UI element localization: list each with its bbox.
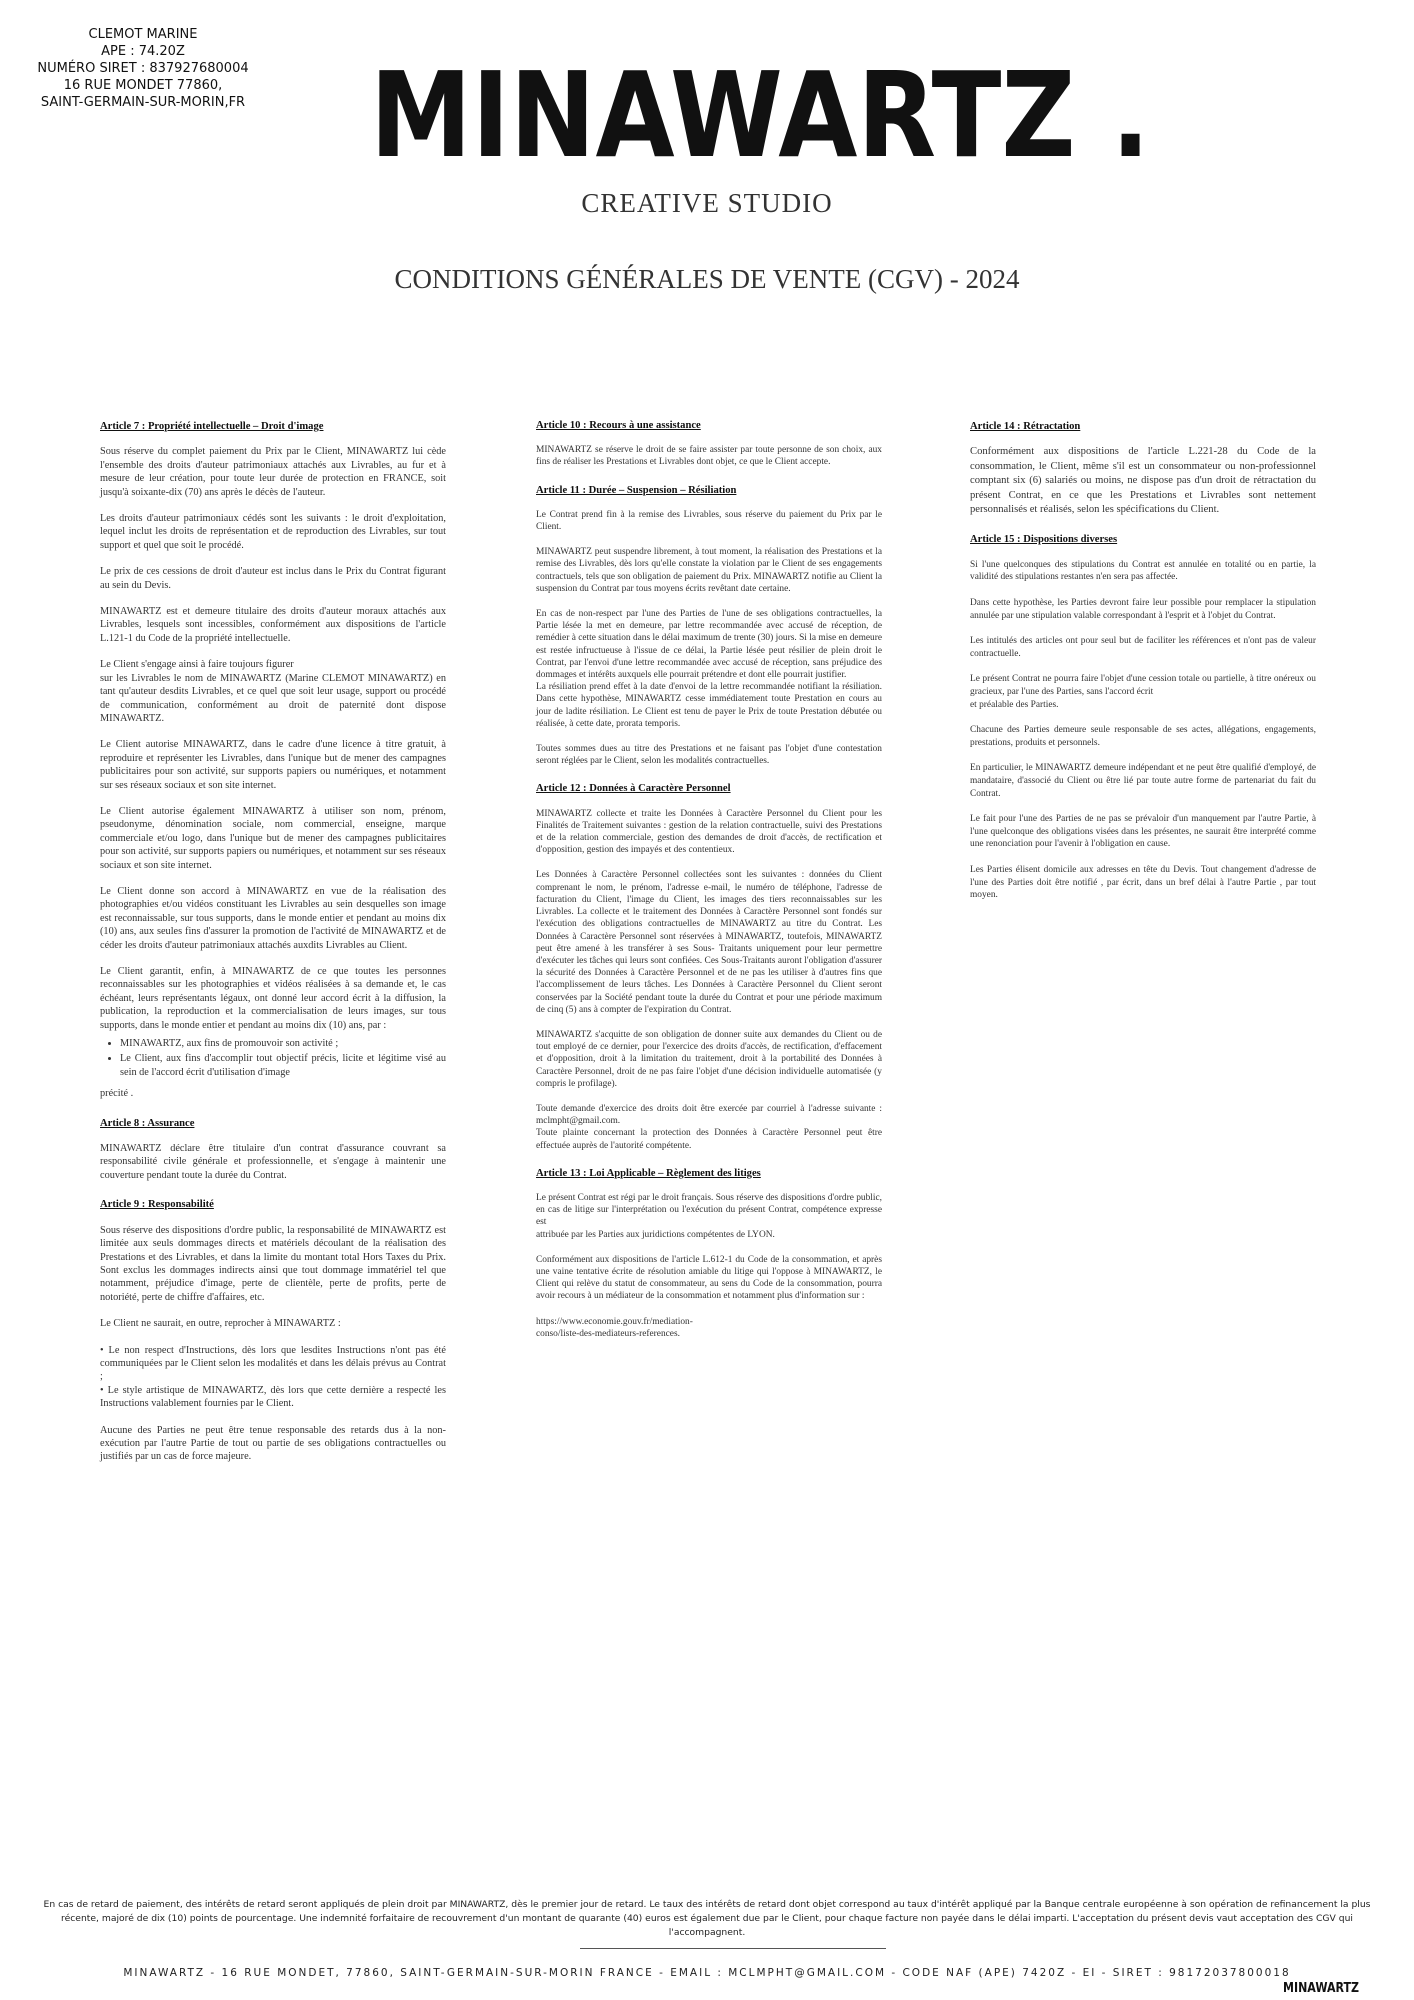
paragraph: MINAWARTZ déclare être titulaire d'un contrat d'assurance couvrant sa responsabilité civile générale et professionnelle, et s'engage à maintenir une couverture pendant toute la durée du Contrat. [100, 1143, 446, 1181]
paragraph: Les Parties élisent domicile aux adresses en tête du Devis. Tout changement d'adresse de l'une des Parties doit être notifié , par écrit, dans un bref délai à l'autre Partie , par tout moyen. [970, 864, 1316, 901]
footer-logo [1282, 1980, 1360, 1994]
paragraph: MINAWARTZ est et demeure titulaire des droits d'auteur moraux attachés aux Livrables, lesquels sont incessibles, conformément aux dispositions de l'article L.121-1 du Code de la propriété intellectuelle. [100, 606, 446, 644]
article-title: Article 8 : Assurance [100, 1117, 195, 1129]
brand-logo [360, 46, 1160, 184]
list-item: • MINAWARTZ, aux fins de promouvoir son activité ; [120, 1037, 446, 1050]
paragraph: Le présent Contrat est régi par le droit français. Sous réserve des dispositions d'ordre public, en cas de litige sur l'interprétation ou l'exécution du présent Contrat, compétence expresse est attribuée par les Parties aux juridictions compétentes de LYON. [536, 1192, 882, 1240]
paragraph: Toutes sommes dues au titre des Prestations et ne faisant pas l'objet d'une contestation seront réglées par le Client, selon les modalités contractuelles. [536, 744, 882, 767]
paragraph: Les intitulés des articles ont pour seul but de faciliter les références et n'ont pas de valeur contractuelle. [970, 636, 1316, 659]
article-12 [536, 783, 882, 1151]
article-14 [970, 420, 1316, 517]
paragraph: Le Client ne saurait, en outre, reprocher à MINAWARTZ : [100, 1318, 341, 1330]
paragraph: En cas de non-respect par l'une des Parties de l'une de ses obligations contractuelles, la Partie lésée la met en demeure, par lettre recommandée avec accusé de réception, de remédier à cette situation dans le délai maximum de trente (30) jours. Si la mise en demeure est restée infructueuse à l'issue de ce délai, la Partie lésée peut résilier de plein droit le Contrat, par l'envoi d'une lettre recommandée avec accusé de réception, sans préjudice des dommages et intérêts auxquels elle pourrait prétendre et dont elle pourrait justifier. La résiliation prend effet à la date d'envoi de la lettre recommandée notifiant la résiliation. Dans cette hypothèse, MINAWARTZ cesse immédiatement toute Prestation en cours au jour de ladite résiliation. Le Client est tenu de payer le Prix de toute Prestation débutée ou réalisée, à cette date, prorata temporis. [536, 609, 882, 729]
paragraph: Sous réserve des dispositions d'ordre public, la responsabilité de MINAWARTZ est limitée aux seuls dommages directs et matériels découlant de la réalisation des Prestations et des Livrables, et dans la limite du montant total Hors Taxes du Prix. Sont exclus les dommages indirects ainsi que tout dommage immatériel tel que notamment, préjudice d'image, perte de clientèle, perte de profits, perte de notoriété, perte de chiffre d'affaires, etc. [100, 1224, 446, 1303]
paragraph: Le Client autorise MINAWARTZ, dans le cadre d'une licence à titre gratuit, à reproduire et représenter les Livrables, dans l'unique but de mener des campagnes publicitaires pour son activité, sur supports papiers ou numériques, et notamment sur ses réseaux sociaux et son site internet. [100, 739, 446, 791]
article-title: Article 12 : Données à Caractère Personnel [536, 783, 731, 795]
company-city: SAINT-GERMAIN-SUR-MORIN,FR [40, 95, 246, 110]
paragraph: Toute demande d'exercice des droits doit être exercée par courriel à l'adresse suivante : mclmpht@gmail.com. Toute plainte concernant la protection des Données à Caractère Personnel peut être effectuée auprès de l'autorité compétente. [536, 1103, 882, 1151]
company-street: 16 RUE MONDET 77860, [63, 78, 223, 93]
paragraph: Le fait pour l'une des Parties de ne pas se prévaloir d'un manquement par l'autre Partie, à l'une quelconque des obligations visées dans les présentes, ne saurait être interprété comme une renonciation pour l'avenir à l'obligation en cause. [970, 814, 1316, 850]
company-name: CLEMOT MARINE [88, 27, 198, 42]
paragraph: Le Client s'engage ainsi à faire toujours figurer sur les Livrables le nom de MINAWARTZ (Marine CLEMOT MINAWARTZ) en tant qu'auteur desdits Livrables, et ce quel que soit leur usage, support ou procédé de communication, conformément au droit de paternité dont dispose MINAWARTZ. [100, 659, 446, 724]
article-title: Article 7 : Propriété intellectuelle – Droit d'image [100, 421, 324, 432]
footer-logo-text: MINAWARTZ [1283, 1981, 1359, 1996]
paragraph: Chacune des Parties demeure seule responsable de ses actes, allégations, engagements, prestations, produits et personnels. [970, 725, 1316, 748]
article-10 [536, 420, 882, 469]
article-title: Article 10 : Recours à une assistance [536, 420, 701, 431]
article-11 [536, 485, 882, 768]
paragraph: MINAWARTZ s'acquitte de son obligation de donner suite aux demandes du Client ou de tout employé de ce dernier, pour l'exercice des droits d'accès, de rectification, d'effacement et d'opposition, droit à la limitation du traitement, droit à la portabilité des Données à Caractère Personnel, droit de ne pas faire l'objet d'une décision individuelle automatisée (y compris le profilage). [536, 1029, 882, 1089]
brand-logo-text: MINAWARTZ . [370, 46, 1150, 184]
paragraph: Aucune des Parties ne peut être tenue responsable des retards dus à la non-exécution par l'autre Partie de tout ou partie de ses obligations contractuelles ou justifiés par un cas de force majeure. [100, 1424, 446, 1463]
footer-address: MINAWARTZ - 16 RUE MONDET, 77860, SAINT-GERMAIN-SUR-MORIN FRANCE - EMAIL : MCLMPHT@GMAIL.COM - CODE NAF (APE) 7420Z - EI - SIRET : 98172037800018 [123, 1967, 1291, 1979]
article-title: Article 11 : Durée – Suspension – Résiliation [536, 484, 737, 496]
paragraph: MINAWARTZ peut suspendre librement, à tout moment, la réalisation des Prestations et la remise des Livrables, dès lors qu'elle constate la violation par le Client de ses engagements contractuels, tels que son obligation de paiement du Prix. MINAWARTZ notifie au Client la suspension du Contrat par tous moyens écrits revêtant date certaine. [536, 547, 882, 594]
bullet-list [100, 1037, 446, 1079]
paragraph: MINAWARTZ collecte et traite les Données à Caractère Personnel du Client pour les Finalités de Traitement suivantes : gestion de la relation contractuelle, suivi des Prestations et de la relation commerciale, gestion des demandes de droit d'accès, de rectification et d'opposition, gestion des impayés et des contentieux. [536, 808, 882, 856]
late-payment-note: En cas de retard de paiement, des intérêts de retard seront appliqués de plein droit par MINAWARTZ, dès le premier jour de retard. Le taux des intérêts de retard dont objet correspond au taux d'intérêt appliqué par la Banque centrale européenne à son opération de refinancement la plus récente, majoré de dix (10) points de pourcentage. Une indemnité forfaitaire de recouvrement d'un montant de quarante (40) euros est également due par le Client, pour chaque facture non payée dans le délai imparti. L'acceptation du présent devis vaut acceptation des CGV qui l'accompagnent. [43, 1899, 1371, 1938]
company-info [18, 26, 268, 111]
article-8 [100, 1117, 446, 1183]
paragraph: Sous réserve du complet paiement du Prix par le Client, MINAWARTZ lui cède l'ensemble des droits d'auteur patrimoniaux attachés aux Livrables, au fur et à mesure de leur création, pour toute leur durée de protection en FRANCE, soit jusqu'à soixante-dix (70) ans après le décès de l'auteur. [100, 446, 446, 498]
article-title: Article 15 : Dispositions diverses [970, 534, 1118, 546]
brand-subtitle: CREATIVE STUDIO [581, 188, 833, 218]
paragraph: • Le non respect d'Instructions, dès lors que lesdites Instructions n'ont pas été communiquées par le Client selon les modalités et dans les délais prévus au Contrat ; • Le style artistique de MINAWARTZ, dès lors que cette dernière a respecté les Instructions valablement fournies par le Client. [100, 1344, 446, 1410]
paragraph: Si l'une quelconques des stipulations du Contrat est annulée en totalité ou en partie, la validité des stipulations restantes n'en sera pas affectée. [970, 559, 1316, 583]
paragraph: précité . [100, 1088, 134, 1100]
column-right [970, 420, 1316, 918]
article-title: Article 9 : Responsabilité [100, 1199, 214, 1211]
paragraph: Le Contrat prend fin à la remise des Livrables, sous réserve du paiement du Prix par le Client. [536, 509, 882, 533]
paragraph: Le présent Contrat ne pourra faire l'objet d'une cession totale ou partielle, à titre onéreux ou gracieux, par l'une des Parties, sans l'accord écrit et préalable des Parties. [970, 674, 1316, 710]
paragraph: Les droits d'auteur patrimoniaux cédés sont les suivants : le droit d'exploitation, lequel inclut les droits de représentation et de reproduction des Livrables, sur tout support et quel que soit le procédé. [100, 513, 446, 551]
paragraph: MINAWARTZ se réserve le droit de se faire assister par toute personne de son choix, aux fins de réaliser les Prestations et Livrables dont objet, ce que le Client accepte. [536, 445, 882, 468]
article-title: Article 14 : Rétractation [970, 421, 1081, 432]
list-item: • Le Client, aux fins d'accomplir tout objectif précis, licite et légitime visé au sein de l'accord écrit d'utilisation d'image [120, 1052, 446, 1079]
paragraph: Le Client donne son accord à MINAWARTZ en vue de la réalisation des photographies et/ou vidéos constituant les Livrables au sein desquelles son image est reconnaissable, sur tous supports, dans le monde entier et pendant au moins dix (10) ans, aux seules fins d'assurer la promotion de l'activité de MINAWARTZ et de céder les droits d'auteur patrimoniaux attachés auxdits Livrables au Client. [100, 885, 446, 951]
mediation-link[interactable]: https://www.economie.gouv.fr/mediation- conso/liste-des-mediateurs-references. [536, 1316, 693, 1339]
divider [580, 1948, 886, 1949]
company-ape: APE : 74.20Z [101, 44, 185, 59]
article-9 [100, 1198, 446, 1464]
article-title: Article 13 : Loi Applicable – Règlement des litiges [536, 1167, 761, 1179]
column-left [100, 420, 446, 1480]
paragraph: En particulier, le MINAWARTZ demeure indépendant et ne peut être qualifié d'employé, de mandataire, d'associé du Client ou être lié par toute autre forme de partenariat du fait du Contrat. [970, 763, 1316, 799]
company-siret: NUMÉRO SIRET : 837927680004 [37, 61, 249, 76]
paragraph: Conformément aux dispositions de l'article L.221-28 du Code de la consommation, le Client, même s'il est un consommateur ou non-professionnel comptant six (6) salariés ou moins, ne dispose pas d'un droit de rétractation du présent Contrat, en ce que les Prestations et Livrables sont nettement personnalisés et réalisés, selon les spécifications du Client. [970, 446, 1316, 516]
paragraph: Dans cette hypothèse, les Parties devront faire leur possible pour remplacer la stipulation annulée par une stipulation valable correspondant à l'esprit et à l'objet du Contrat. [970, 598, 1316, 621]
page-title: CONDITIONS GÉNÉRALES DE VENTE (CGV) - 2024 [394, 264, 1020, 294]
paragraph: Les Données à Caractère Personnel collectées sont les suivantes : données du Client comprenant le nom, le prénom, l'adresse e-mail, le numéro de téléphone, l'adresse de facturation du Client, l'image du Client, les images des tiers reconnaissables sur les Livrables. La collecte et le traitement des Données à Caractère Personnel sont fondés sur l'exécution des obligations contractuelles de MINAWARTZ au titre du Contrat. Les Données à Caractère Personnel sont réservées à MINAWARTZ, toutefois, MINAWARTZ peut être amené à les transférer à ses Sous- Traitants uniquement pour leur permettre d'exécuter les tâches qui leurs sont confiées. Ces Sous-Traitants auront l'obligation d'assurer la sécurité des Données à Caractère Personnel et de ne pas les utiliser à d'autres fins que l'accomplissement de leurs tâches. Les Données à Caractère Personnel du Client seront conservées par la Société pendant toute la durée du Contrat et pour une période maximum de cinq (5) ans à compter de l'expiration du Contrat. [536, 870, 882, 1015]
paragraph: Le Client garantit, enfin, à MINAWARTZ de ce que toutes les personnes reconnaissables sur les photographies et vidéos réalisées à sa demande et, le cas échéant, leurs représentants légaux, ont donné leur accord écrit à la diffusion, la publication, la reproduction et la commercialisation de leurs images, sur tous supports, dans le monde entier et pendant au moins dix (10) ans, par : [100, 966, 446, 1031]
paragraph: Conformément aux dispositions de l'article L.612-1 du Code de la consommation, et après une vaine tentative écrite de résolution amiable du litige qui l'oppose à MINAWARTZ, le Client qui relève du statut de consommateur, au sens du Code de la consommation, pourra avoir recours à un médiateur de la consommation et notamment plus d'information sur : [536, 1254, 882, 1302]
paragraph: Le prix de ces cessions de droit d'auteur est inclus dans le Prix du Contrat figurant au sein du Devis. [100, 566, 446, 591]
article-15 [970, 533, 1316, 901]
article-7 [100, 420, 446, 1101]
paragraph: Le Client autorise également MINAWARTZ à utiliser son nom, prénom, pseudonyme, dénomination sociale, nom commercial, enseigne, marque commerciale et/ou logo, dans l'unique but de mener des campagnes publicitaires pour son activité, sur supports papiers ou numériques, et notamment sur ses réseaux sociaux et son site internet. [100, 805, 446, 871]
article-13 [536, 1168, 882, 1340]
column-middle [536, 420, 882, 1356]
